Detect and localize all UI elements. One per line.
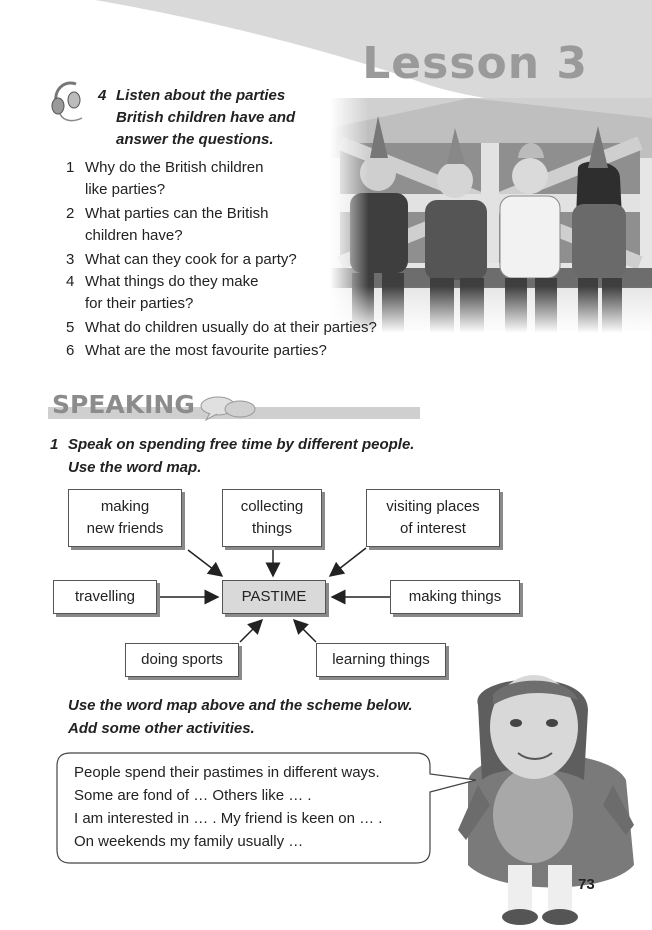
task1-number: 1 xyxy=(50,436,59,453)
question-text: What parties can the British xyxy=(85,205,269,222)
word-map-label: visiting places of interest xyxy=(386,498,480,537)
page-number: 73 xyxy=(578,876,595,893)
question-number: 5 xyxy=(66,319,75,336)
task-instruction-line: Use the word map above and the scheme below. xyxy=(68,697,413,714)
scheme-line: People spend their pastimes in different ways. xyxy=(74,764,380,781)
task1-instruction-line: Speak on spending free time by different people. xyxy=(68,436,415,453)
scheme-line: I am interested in … . My friend is keen on … . xyxy=(74,810,383,827)
lesson-title: Lesson 3 xyxy=(362,38,588,89)
question-number: 3 xyxy=(66,251,75,268)
question-text: like parties? xyxy=(85,181,166,198)
word-map-center-pastime xyxy=(222,580,326,614)
word-map-label: collecting things xyxy=(240,498,304,537)
word-map-box-visiting-places xyxy=(366,489,500,547)
question-text: What are the most favourite parties? xyxy=(85,342,327,359)
word-map-box-collecting-things xyxy=(222,489,322,547)
word-map-label: doing sports xyxy=(141,651,223,668)
question-number: 4 xyxy=(66,273,75,290)
scheme-line: On weekends my family usually … xyxy=(74,833,304,850)
word-map-box-making-things xyxy=(390,580,520,614)
question-text: children have? xyxy=(85,227,183,244)
word-map-label: making things xyxy=(408,588,502,605)
word-map-label: travelling xyxy=(74,588,136,605)
question-number: 2 xyxy=(66,205,75,222)
task4-instruction-line: British children have and xyxy=(116,109,296,126)
task1-instruction-line: Use the word map. xyxy=(68,459,202,476)
question-text: for their parties? xyxy=(85,295,194,312)
question-text: Why do the British children xyxy=(85,159,264,176)
task-instruction-line: Add some other activities. xyxy=(68,720,255,737)
children-party-photo xyxy=(330,98,652,333)
question-number: 6 xyxy=(66,342,75,359)
speech-bubbles-icon xyxy=(198,393,258,423)
task4-instruction-line: Listen about the parties xyxy=(116,87,286,104)
word-map-label: PASTIME xyxy=(241,588,307,605)
headphones-icon xyxy=(48,78,94,124)
task4-number: 4 xyxy=(98,87,107,104)
question-text: What can they cook for a party? xyxy=(85,251,297,268)
speaking-heading: SPEAKING xyxy=(52,390,195,419)
word-map-box-making-new-friends xyxy=(68,489,182,547)
word-map-label: learning things xyxy=(332,651,430,668)
question-text: What do children usually do at their parties? xyxy=(85,319,377,336)
word-map-box-learning-things xyxy=(316,643,446,677)
question-number: 1 xyxy=(66,159,75,176)
word-map-label: making new friends xyxy=(86,498,164,537)
scheme-line: Some are fond of … Others like … . xyxy=(74,787,312,804)
question-text: What things do they make xyxy=(85,273,259,290)
word-map-box-travelling xyxy=(53,580,157,614)
task4-instruction-line: answer the questions. xyxy=(116,131,274,148)
word-map-box-doing-sports xyxy=(125,643,239,677)
